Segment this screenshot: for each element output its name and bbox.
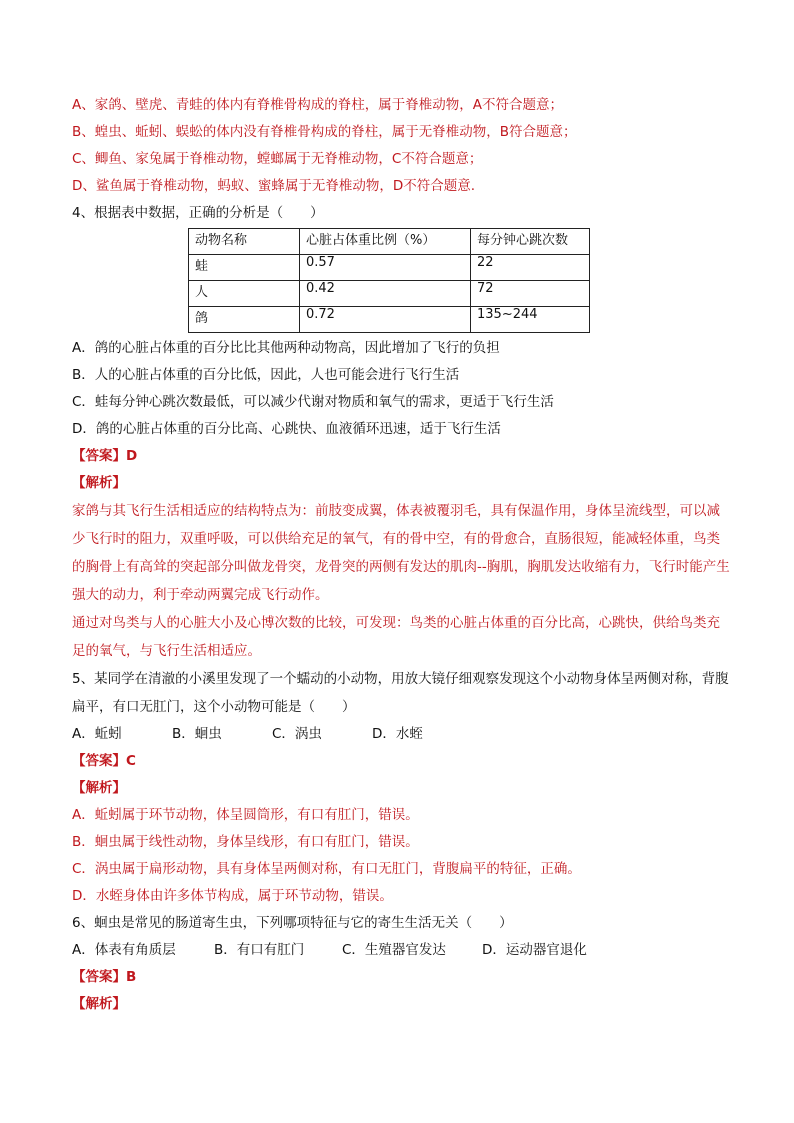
table-header-cell: 心脏占体重比例（%） — [300, 229, 471, 255]
q4-stem: 4、根据表中数据，正确的分析是（ ） — [72, 205, 324, 221]
q3-analysis-b: B、蝗虫、蚯蚓、蜈蚣的体内没有脊椎骨构成的脊柱，属于无脊椎动物，B符合题意； — [72, 124, 577, 140]
table-header-row — [189, 229, 590, 255]
q5-options — [72, 721, 732, 748]
q3-analysis-a: A、家鸽、壁虎、青蛙的体内有脊椎骨构成的脊柱，属于脊椎动物，A不符合题意； — [72, 97, 563, 113]
table-row — [189, 255, 590, 281]
q5-option-d: D．水蛭 — [372, 726, 423, 742]
q6-option-c: C．生殖器官发达 — [342, 942, 446, 958]
q4-data-table — [188, 228, 590, 333]
q4-analysis-label: 【解析】 — [72, 475, 126, 491]
q4-option-d: D．鸽的心脏占体重的百分比高、心跳快、血液循环迅速，适于飞行生活 — [72, 421, 501, 437]
q5-answer: 【答案】C — [72, 753, 136, 769]
q5-option-b: B．蛔虫 — [172, 726, 222, 742]
q6-answer: 【答案】B — [72, 969, 137, 985]
q4-option-a: A．鸽的心脏占体重的百分比比其他两种动物高，因此增加了飞行的负担 — [72, 340, 500, 356]
table-header-cell: 每分钟心跳次数 — [471, 229, 590, 255]
table-header-cell: 动物名称 — [189, 229, 300, 255]
q5-analysis-d: D．水蛭身体由许多体节构成，属于环节动物，错误。 — [72, 888, 393, 904]
table-cell: 0.57 — [300, 255, 471, 281]
table-cell: 人 — [189, 281, 300, 307]
table-cell: 0.72 — [300, 307, 471, 333]
q3-analysis-c: C、鲫鱼、家兔属于脊椎动物，螳螂属于无脊椎动物，C不符合题意； — [72, 151, 483, 167]
q5-analysis-b: B．蛔虫属于线性动物，身体呈线形，有口有肛门，错误。 — [72, 834, 419, 850]
table-cell: 蛙 — [189, 255, 300, 281]
q5-stem: 5、某同学在清澈的小溪里发现了一个蠕动的小动物，用放大镜仔细观察发现这个小动物身体呈两侧对称，背腹扁平，有口无肛门，这个小动物可能是（ ） — [72, 671, 729, 715]
q6-analysis-label: 【解析】 — [72, 996, 126, 1012]
q4-option-c: C．蛙每分钟心跳次数最低，可以减少代谢对物质和氧气的需求，更适于飞行生活 — [72, 394, 554, 410]
q5-analysis-a: A．蚯蚓属于环节动物，体呈圆筒形，有口有肛门，错误。 — [72, 807, 419, 823]
q5-analysis-c: C．涡虫属于扁形动物，具有身体呈两侧对称，有口无肛门，背腹扁平的特征，正确。 — [72, 861, 581, 877]
q3-analysis-d: D、鲨鱼属于脊椎动物，蚂蚁、蜜蜂属于无脊椎动物，D不符合题意. — [72, 178, 476, 194]
table-row — [189, 281, 590, 307]
q6-option-b: B．有口有肛门 — [214, 942, 305, 958]
table-cell: 鸽 — [189, 307, 300, 333]
q4-answer: 【答案】D — [72, 448, 138, 464]
table-cell: 22 — [471, 255, 590, 281]
table-cell: 135~244 — [471, 307, 590, 333]
q6-option-a: A．体表有角质层 — [72, 942, 176, 958]
table-row — [189, 307, 590, 333]
q5-option-a: A．蚯蚓 — [72, 726, 122, 742]
q4-option-b: B．人的心脏占体重的百分比低，因此，人也可能会进行飞行生活 — [72, 367, 460, 383]
q5-option-c: C．涡虫 — [272, 726, 322, 742]
document-page — [72, 92, 732, 1018]
q4-analysis-paragraph-2: 通过对鸟类与人的心脏大小及心博次数的比较，可发现：鸟类的心脏占体重的百分比高，心跳快，供给鸟类充足的氧气，与飞行生活相适应。 — [72, 615, 720, 659]
q6-option-d: D．运动器官退化 — [482, 942, 587, 958]
table-cell: 0.42 — [300, 281, 471, 307]
q6-stem: 6、蛔虫是常见的肠道寄生虫，下列哪项特征与它的寄生生活无关（ ） — [72, 915, 513, 931]
q6-options — [72, 937, 732, 964]
q4-analysis-paragraph-1: 家鸽与其飞行生活相适应的结构特点为：前肢变成翼，体表被覆羽毛，具有保温作用，身体呈流线型，可以减少飞行时的阻力，双重呼吸，可以供给充足的氧气，有的骨中空，有的骨愈合，直肠很短，能减轻体重，鸟类的胸骨上有高耸的突起部分叫做龙骨突，龙骨突的两侧有发达的肌肉--胸肌，胸肌发达收缩有力，飞行时能产生强大的动力，利于牵动两翼完成飞行动作。 — [72, 503, 730, 603]
q5-analysis-label: 【解析】 — [72, 780, 126, 796]
table-cell: 72 — [471, 281, 590, 307]
